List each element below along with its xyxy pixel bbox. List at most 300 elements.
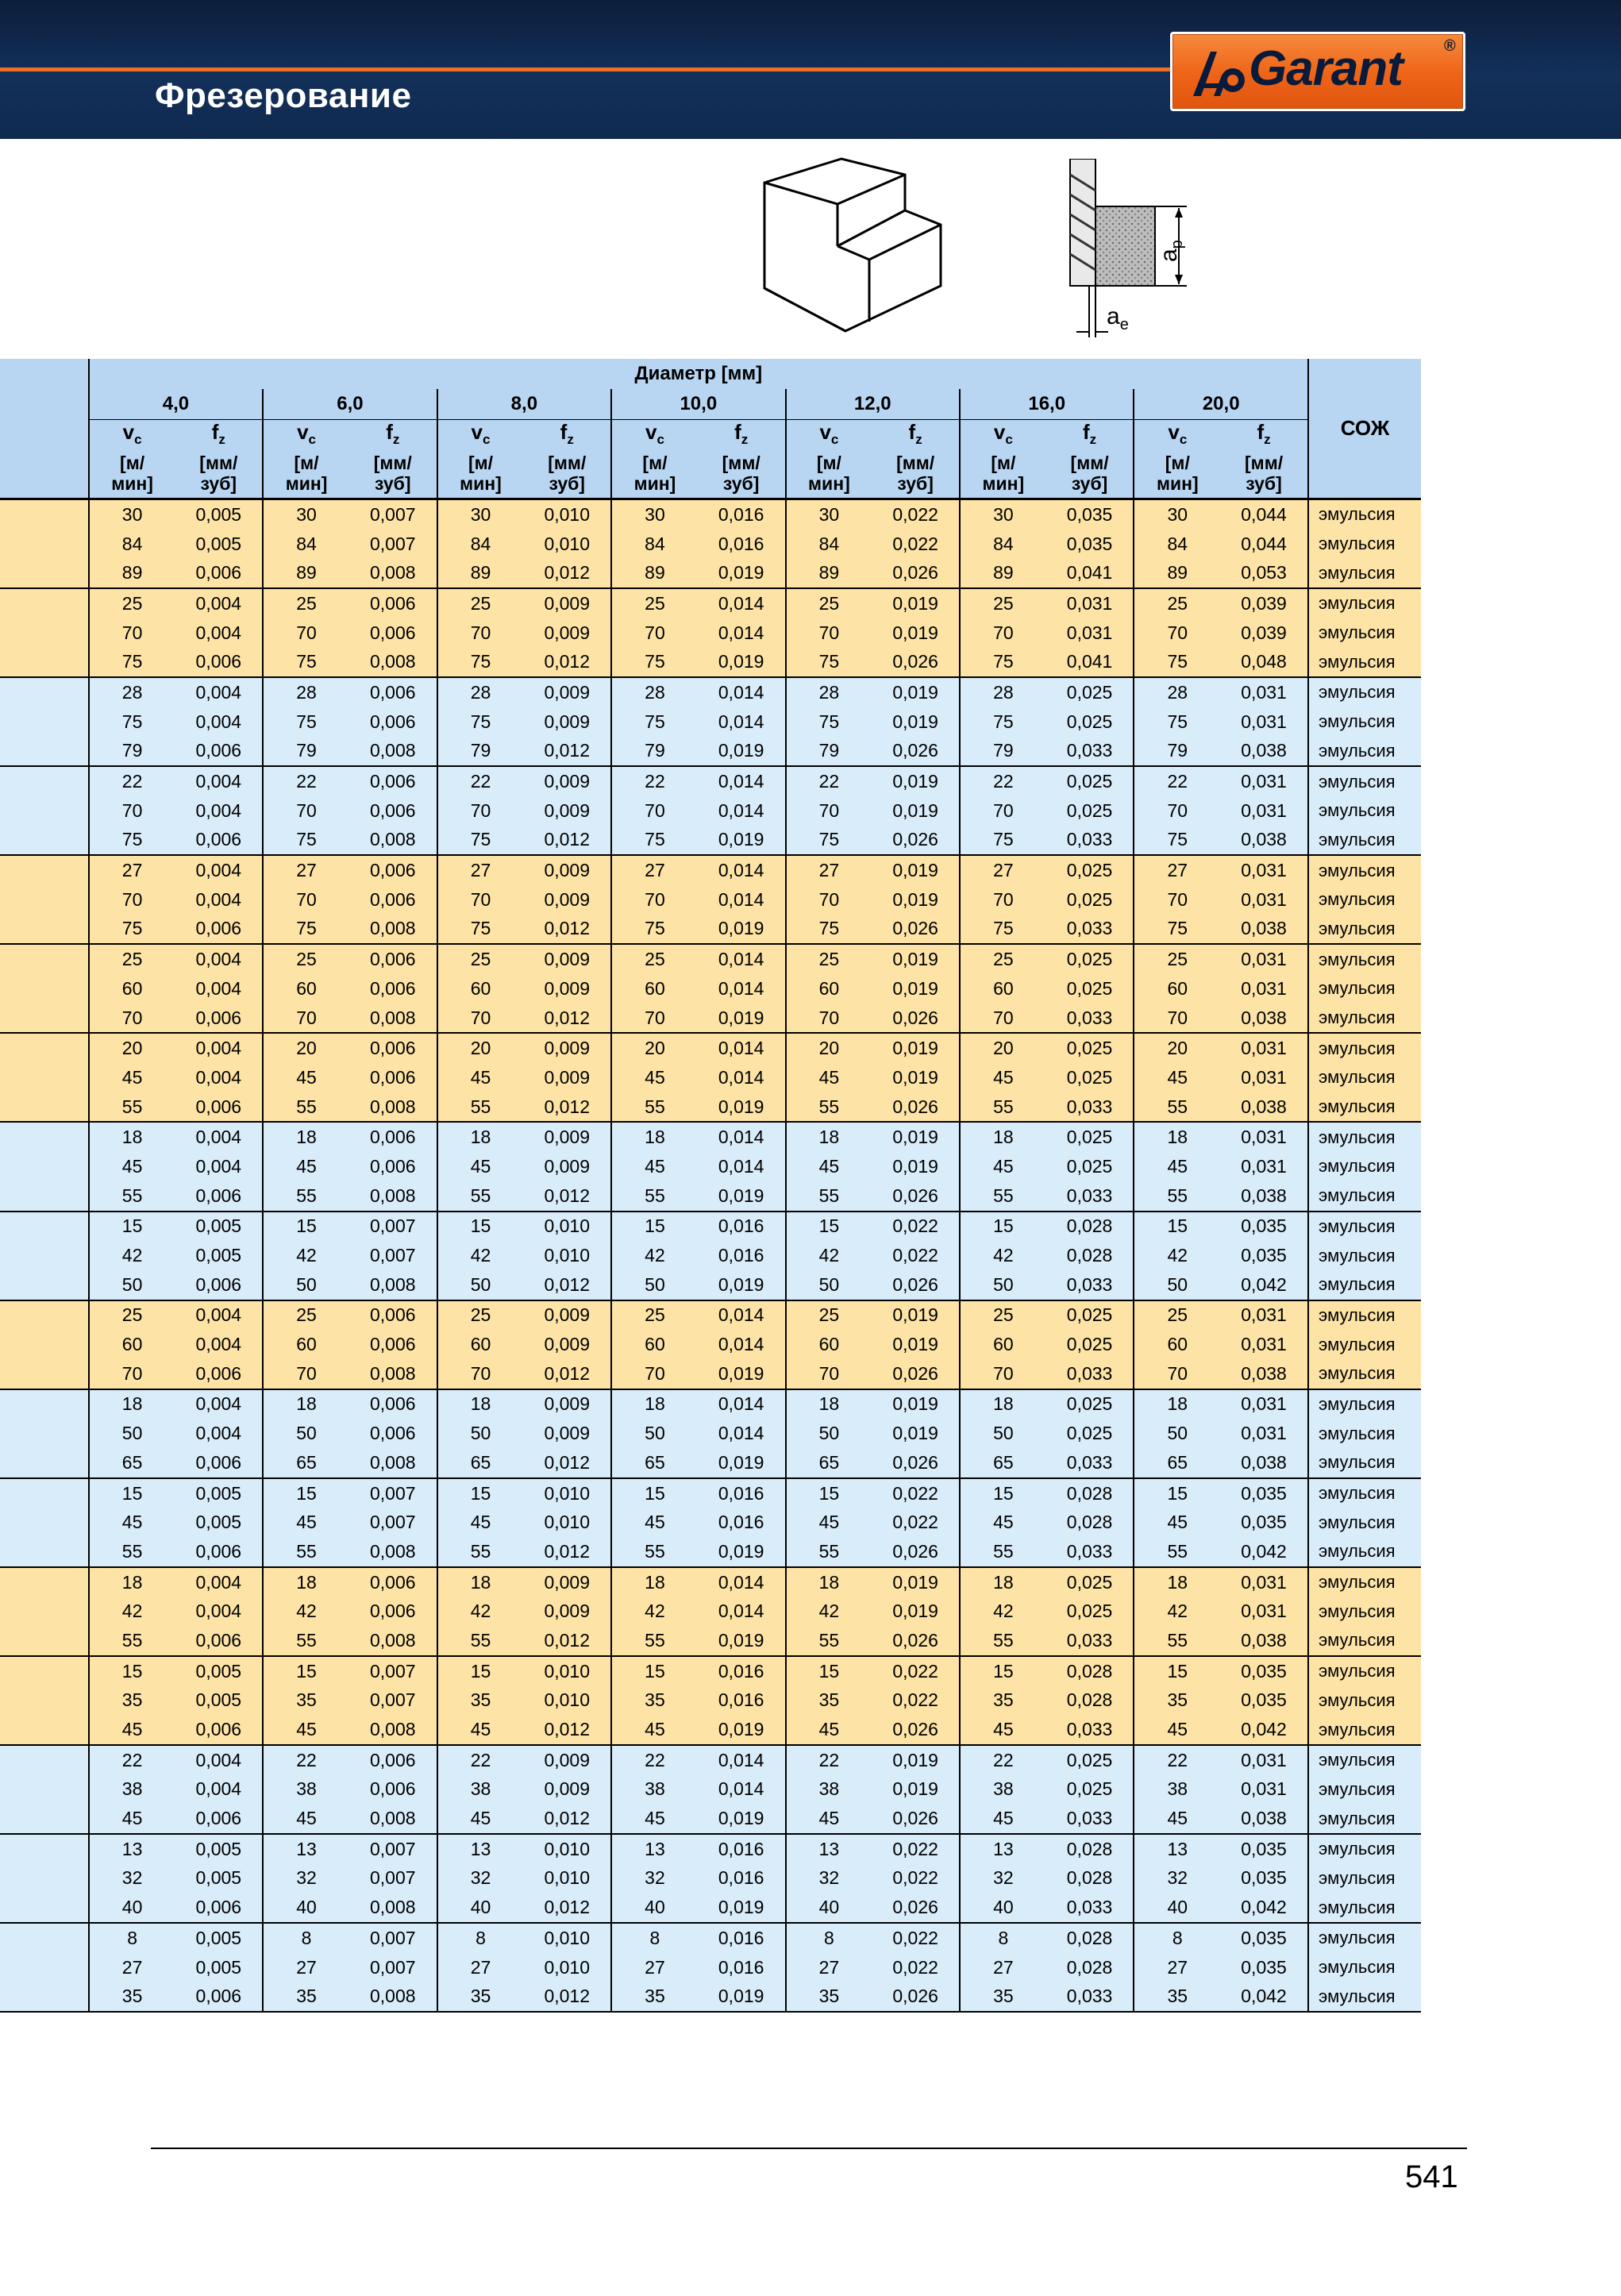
fz-cell: 0,019 — [872, 855, 960, 885]
fz-cell: 0,006 — [349, 796, 437, 826]
vc-cell: 27 — [960, 855, 1046, 885]
vc-cell: 8 — [89, 1923, 175, 1953]
vc-cell: 50 — [437, 1270, 524, 1300]
fz-cell: 0,033 — [1046, 826, 1134, 856]
fz-cell: 0,033 — [1046, 1092, 1134, 1123]
vc-cell: 75 — [960, 707, 1046, 737]
vc-cell: 27 — [1134, 855, 1220, 885]
fz-cell: 0,014 — [698, 1389, 786, 1420]
vc-cell: 45 — [437, 1715, 524, 1745]
vc-cell: 35 — [263, 1982, 349, 2012]
parameter-symbol-row — [0, 420, 1421, 449]
fz-cell: 0,005 — [175, 1834, 263, 1864]
table-row — [0, 499, 1421, 530]
fz-unit-line1: [мм/ — [199, 453, 238, 473]
fz-cell: 0,008 — [349, 558, 437, 588]
fz-cell: 0,007 — [349, 1864, 437, 1893]
fz-cell: 0,007 — [349, 1241, 437, 1270]
vc-cell: 60 — [960, 974, 1046, 1004]
fz-letter: f — [211, 420, 219, 445]
vc-cell: 28 — [611, 677, 698, 707]
fz-cell: 0,038 — [1220, 1092, 1308, 1123]
fz-cell: 0,019 — [872, 1330, 960, 1359]
row-lead-cell — [0, 1508, 89, 1537]
vc-cell: 50 — [1134, 1419, 1220, 1448]
fz-cell: 0,019 — [872, 1419, 960, 1448]
vc-cell: 30 — [437, 499, 524, 530]
fz-unit-header — [872, 449, 960, 499]
coolant-cell: эмульсия — [1308, 499, 1421, 530]
vc-cell: 70 — [437, 885, 524, 915]
fz-cell: 0,009 — [523, 1419, 611, 1448]
fz-cell: 0,012 — [523, 1804, 611, 1834]
fz-cell: 0,006 — [175, 1004, 263, 1034]
fz-cell: 0,019 — [872, 1122, 960, 1152]
coolant-cell: эмульсия — [1308, 1864, 1421, 1893]
vc-cell: 35 — [960, 1982, 1046, 2012]
fz-cell: 0,006 — [349, 1300, 437, 1331]
fz-cell: 0,019 — [698, 1982, 786, 2012]
vc-cell: 15 — [1134, 1656, 1220, 1686]
fz-cell: 0,008 — [349, 1092, 437, 1123]
fz-cell: 0,025 — [1046, 855, 1134, 885]
fz-cell: 0,025 — [1046, 766, 1134, 796]
vc-cell: 13 — [263, 1834, 349, 1864]
table-row — [0, 1508, 1421, 1537]
vc-cell: 75 — [89, 826, 175, 856]
vc-cell: 42 — [1134, 1241, 1220, 1270]
vc-cell: 25 — [437, 1300, 524, 1331]
fz-cell: 0,014 — [698, 707, 786, 737]
fz-sub: z — [741, 432, 749, 448]
coolant-cell: эмульсия — [1308, 885, 1421, 915]
vc-cell: 45 — [1134, 1063, 1220, 1092]
row-lead-cell — [0, 826, 89, 856]
vc-cell: 65 — [437, 1448, 524, 1478]
row-lead-cell — [0, 855, 89, 885]
fz-cell: 0,026 — [872, 1004, 960, 1034]
vc-cell: 13 — [960, 1834, 1046, 1864]
fz-cell: 0,028 — [1046, 1864, 1134, 1893]
vc-cell: 60 — [89, 1330, 175, 1359]
row-lead-cell — [0, 1212, 89, 1242]
coolant-cell: эмульсия — [1308, 737, 1421, 767]
fz-cell: 0,028 — [1046, 1953, 1134, 1982]
row-lead-cell — [0, 1033, 89, 1063]
vc-cell: 55 — [263, 1626, 349, 1656]
fz-cell: 0,025 — [1046, 885, 1134, 915]
fz-cell: 0,010 — [523, 1508, 611, 1537]
vc-cell: 65 — [611, 1448, 698, 1478]
fz-cell: 0,019 — [698, 1626, 786, 1656]
vc-cell: 18 — [611, 1389, 698, 1420]
coolant-cell: эмульсия — [1308, 1241, 1421, 1270]
fz-cell: 0,006 — [349, 1033, 437, 1063]
fz-unit-line2: зуб] — [375, 473, 411, 494]
table-row — [0, 1626, 1421, 1656]
fz-cell: 0,004 — [175, 796, 263, 826]
fz-cell: 0,028 — [1046, 1686, 1134, 1716]
vc-cell: 15 — [786, 1212, 872, 1242]
vc-cell: 70 — [437, 618, 524, 648]
fz-cell: 0,012 — [523, 558, 611, 588]
row-lead-cell — [0, 499, 89, 530]
vc-cell: 70 — [960, 796, 1046, 826]
vc-cell: 28 — [437, 677, 524, 707]
vc-cell: 42 — [89, 1597, 175, 1626]
fz-cell: 0,010 — [523, 1834, 611, 1864]
fz-cell: 0,005 — [175, 1686, 263, 1716]
vc-cell: 70 — [611, 1359, 698, 1389]
vc-cell: 32 — [89, 1864, 175, 1893]
fz-cell: 0,012 — [523, 737, 611, 767]
fz-cell: 0,016 — [698, 499, 786, 530]
vc-cell: 55 — [1134, 1092, 1220, 1123]
vc-cell: 42 — [263, 1597, 349, 1626]
fz-cell: 0,004 — [175, 1745, 263, 1775]
coolant-cell: эмульсия — [1308, 677, 1421, 707]
fz-cell: 0,016 — [698, 1212, 786, 1242]
fz-cell: 0,004 — [175, 1063, 263, 1092]
fz-cell: 0,038 — [1220, 1359, 1308, 1389]
vc-cell: 20 — [1134, 1033, 1220, 1063]
vc-cell: 25 — [786, 944, 872, 974]
vc-cell: 70 — [89, 618, 175, 648]
fz-cell: 0,038 — [1220, 1004, 1308, 1034]
vc-cell: 70 — [786, 796, 872, 826]
fz-cell: 0,025 — [1046, 707, 1134, 737]
vc-cell: 42 — [437, 1597, 524, 1626]
fz-cell: 0,012 — [523, 915, 611, 945]
vc-cell: 70 — [786, 618, 872, 648]
header-blank-cell — [0, 359, 89, 499]
vc-cell: 15 — [960, 1656, 1046, 1686]
vc-cell: 75 — [263, 826, 349, 856]
vc-cell: 55 — [786, 1626, 872, 1656]
fz-cell: 0,006 — [175, 1804, 263, 1834]
fz-cell: 0,012 — [523, 1004, 611, 1034]
fz-cell: 0,026 — [872, 1804, 960, 1834]
vc-cell: 45 — [263, 1152, 349, 1181]
vc-cell: 70 — [1134, 796, 1220, 826]
fz-cell: 0,006 — [175, 1537, 263, 1567]
vc-cell: 45 — [89, 1715, 175, 1745]
fz-cell: 0,019 — [872, 588, 960, 618]
fz-cell: 0,019 — [872, 707, 960, 737]
fz-cell: 0,006 — [349, 1567, 437, 1597]
vc-cell: 32 — [960, 1864, 1046, 1893]
vc-cell: 18 — [263, 1122, 349, 1152]
table-row — [0, 1893, 1421, 1923]
table-row — [0, 1982, 1421, 2012]
vc-cell: 27 — [611, 1953, 698, 1982]
fz-cell: 0,019 — [872, 796, 960, 826]
vc-cell: 55 — [263, 1181, 349, 1212]
vc-cell: 45 — [960, 1715, 1046, 1745]
fz-cell: 0,025 — [1046, 1122, 1134, 1152]
fz-cell: 0,006 — [175, 1448, 263, 1478]
vc-cell: 45 — [1134, 1804, 1220, 1834]
fz-cell: 0,019 — [872, 766, 960, 796]
vc-cell: 84 — [89, 530, 175, 559]
garant-logo — [1170, 32, 1465, 111]
fz-symbol-header — [175, 420, 263, 449]
fz-cell: 0,007 — [349, 1212, 437, 1242]
vc-cell: 25 — [263, 588, 349, 618]
fz-letter: f — [1257, 420, 1265, 445]
table-row — [0, 1359, 1421, 1389]
vc-cell: 55 — [263, 1092, 349, 1123]
coolant-cell: эмульсия — [1308, 1152, 1421, 1181]
fz-cell: 0,006 — [175, 647, 263, 677]
fz-cell: 0,012 — [523, 1893, 611, 1923]
header-accent-line — [0, 67, 1175, 71]
fz-cell: 0,019 — [698, 647, 786, 677]
fz-cell: 0,019 — [872, 974, 960, 1004]
table-row — [0, 826, 1421, 856]
vc-cell: 60 — [263, 1330, 349, 1359]
fz-cell: 0,007 — [349, 1508, 437, 1537]
coolant-cell: эмульсия — [1308, 618, 1421, 648]
fz-cell: 0,019 — [698, 1537, 786, 1567]
fz-cell: 0,006 — [349, 1330, 437, 1359]
coolant-cell: эмульсия — [1308, 855, 1421, 885]
table-row — [0, 618, 1421, 648]
vc-cell: 38 — [786, 1775, 872, 1805]
table-row — [0, 1686, 1421, 1716]
fz-sub: z — [218, 432, 225, 448]
page-title: Фрезерование — [155, 76, 412, 115]
vc-symbol-header — [437, 420, 524, 449]
coolant-cell: эмульсия — [1308, 1212, 1421, 1242]
vc-cell: 60 — [263, 974, 349, 1004]
vc-letter: v — [993, 420, 1006, 445]
fz-letter: f — [908, 420, 916, 445]
vc-cell: 60 — [786, 974, 872, 1004]
vc-sub: c — [134, 432, 142, 448]
vc-cell: 27 — [89, 1953, 175, 1982]
fz-cell: 0,006 — [349, 1775, 437, 1805]
vc-cell: 70 — [1134, 1004, 1220, 1034]
fz-unit-header — [175, 449, 263, 499]
vc-cell: 70 — [263, 796, 349, 826]
vc-cell: 75 — [786, 826, 872, 856]
vc-letter: v — [1168, 420, 1180, 445]
vc-cell: 75 — [960, 915, 1046, 945]
vc-cell: 65 — [89, 1448, 175, 1478]
page-header — [0, 0, 1621, 139]
fz-cell: 0,042 — [1220, 1893, 1308, 1923]
row-lead-cell — [0, 766, 89, 796]
vc-cell: 70 — [1134, 1359, 1220, 1389]
vc-cell: 45 — [611, 1715, 698, 1745]
vc-cell: 22 — [437, 766, 524, 796]
fz-cell: 0,006 — [175, 1626, 263, 1656]
coolant-cell: эмульсия — [1308, 1478, 1421, 1508]
vc-cell: 45 — [263, 1804, 349, 1834]
coolant-cell: эмульсия — [1308, 1982, 1421, 2012]
fz-cell: 0,031 — [1220, 1567, 1308, 1597]
fz-sub: z — [1089, 432, 1097, 448]
vc-cell: 32 — [611, 1864, 698, 1893]
fz-cell: 0,019 — [872, 1152, 960, 1181]
fz-cell: 0,016 — [698, 1241, 786, 1270]
fz-cell: 0,028 — [1046, 1241, 1134, 1270]
vc-cell: 55 — [786, 1181, 872, 1212]
vc-cell: 20 — [263, 1033, 349, 1063]
ap-letter: a — [1156, 248, 1182, 262]
vc-cell: 70 — [263, 618, 349, 648]
vc-cell: 75 — [263, 915, 349, 945]
vc-cell: 79 — [263, 737, 349, 767]
vc-cell: 8 — [263, 1923, 349, 1953]
fz-cell: 0,009 — [523, 677, 611, 707]
fz-cell: 0,016 — [698, 1478, 786, 1508]
fz-cell: 0,025 — [1046, 1419, 1134, 1448]
fz-cell: 0,007 — [349, 1478, 437, 1508]
fz-cell: 0,009 — [523, 1775, 611, 1805]
table-row — [0, 915, 1421, 945]
vc-cell: 50 — [611, 1419, 698, 1448]
vc-cell: 70 — [611, 885, 698, 915]
vc-cell: 22 — [1134, 766, 1220, 796]
fz-cell: 0,038 — [1220, 1181, 1308, 1212]
row-lead-cell — [0, 1122, 89, 1152]
vc-cell: 25 — [786, 1300, 872, 1331]
row-lead-cell — [0, 737, 89, 767]
table-header — [0, 359, 1421, 499]
vc-cell: 15 — [786, 1656, 872, 1686]
row-lead-cell — [0, 1834, 89, 1864]
fz-symbol-header — [1220, 420, 1308, 449]
vc-cell: 22 — [786, 1745, 872, 1775]
coolant-cell: эмульсия — [1308, 766, 1421, 796]
coolant-cell: эмульсия — [1308, 1181, 1421, 1212]
vc-cell: 45 — [1134, 1508, 1220, 1537]
vc-cell: 70 — [89, 1004, 175, 1034]
vc-cell: 35 — [611, 1686, 698, 1716]
fz-letter: f — [734, 420, 741, 445]
row-lead-cell — [0, 1745, 89, 1775]
coolant-cell: эмульсия — [1308, 707, 1421, 737]
fz-cell: 0,019 — [698, 1270, 786, 1300]
vc-cell: 18 — [263, 1567, 349, 1597]
table-row — [0, 1597, 1421, 1626]
fz-cell: 0,014 — [698, 1033, 786, 1063]
coolant-cell: эмульсия — [1308, 1626, 1421, 1656]
table-body — [0, 499, 1421, 2013]
fz-cell: 0,031 — [1220, 855, 1308, 885]
fz-cell: 0,006 — [175, 1982, 263, 2012]
fz-cell: 0,044 — [1220, 499, 1308, 530]
fz-cell: 0,025 — [1046, 1775, 1134, 1805]
row-lead-cell — [0, 1923, 89, 1953]
row-lead-cell — [0, 1864, 89, 1893]
vc-cell: 70 — [1134, 618, 1220, 648]
fz-cell: 0,012 — [523, 1715, 611, 1745]
fz-cell: 0,014 — [698, 1152, 786, 1181]
vc-unit-line1: [м/ — [1165, 453, 1190, 473]
fz-cell: 0,014 — [698, 1419, 786, 1448]
row-lead-cell — [0, 1686, 89, 1716]
vc-cell: 22 — [786, 766, 872, 796]
fz-cell: 0,009 — [523, 1745, 611, 1775]
vc-cell: 13 — [786, 1834, 872, 1864]
vc-cell: 89 — [1134, 558, 1220, 588]
vc-symbol-header — [611, 420, 698, 449]
fz-cell: 0,004 — [175, 944, 263, 974]
vc-cell: 50 — [437, 1419, 524, 1448]
vc-symbol-header — [960, 420, 1046, 449]
fz-cell: 0,031 — [1220, 1419, 1308, 1448]
fz-cell: 0,008 — [349, 1359, 437, 1389]
row-lead-cell — [0, 1004, 89, 1034]
fz-cell: 0,006 — [175, 1270, 263, 1300]
diameter-header: 4,0 — [89, 389, 263, 420]
fz-symbol-header — [872, 420, 960, 449]
fz-cell: 0,006 — [349, 707, 437, 737]
vc-cell: 27 — [89, 855, 175, 885]
vc-cell: 38 — [89, 1775, 175, 1805]
vc-cell: 22 — [960, 766, 1046, 796]
table-row — [0, 1033, 1421, 1063]
vc-cell: 25 — [263, 1300, 349, 1331]
vc-cell: 70 — [263, 885, 349, 915]
fz-unit-line1: [мм/ — [1070, 453, 1109, 473]
fz-cell: 0,014 — [698, 766, 786, 796]
vc-cell: 75 — [263, 707, 349, 737]
fz-cell: 0,031 — [1220, 1122, 1308, 1152]
cutter-engagement-diagram — [1048, 159, 1207, 345]
fz-cell: 0,031 — [1220, 1063, 1308, 1092]
vc-unit-line1: [м/ — [991, 453, 1016, 473]
vc-letter: v — [122, 420, 135, 445]
fz-cell: 0,031 — [1220, 707, 1308, 737]
fz-cell: 0,006 — [349, 588, 437, 618]
vc-cell: 75 — [1134, 826, 1220, 856]
vc-cell: 22 — [1134, 1745, 1220, 1775]
row-lead-cell — [0, 1982, 89, 2012]
vc-cell: 25 — [263, 944, 349, 974]
fz-cell: 0,014 — [698, 1775, 786, 1805]
vc-unit-line1: [м/ — [642, 453, 668, 473]
fz-cell: 0,031 — [1220, 677, 1308, 707]
row-lead-cell — [0, 1804, 89, 1834]
vc-cell: 35 — [611, 1982, 698, 2012]
fz-cell: 0,048 — [1220, 647, 1308, 677]
fz-cell: 0,019 — [698, 737, 786, 767]
vc-cell: 35 — [89, 1982, 175, 2012]
coolant-cell: эмульсия — [1308, 1448, 1421, 1478]
fz-cell: 0,009 — [523, 1300, 611, 1331]
fz-cell: 0,006 — [175, 1715, 263, 1745]
fz-unit-line2: зуб] — [1071, 473, 1108, 494]
coolant-cell: эмульсия — [1308, 1270, 1421, 1300]
coolant-cell: эмульсия — [1308, 1508, 1421, 1537]
fz-cell: 0,005 — [175, 1478, 263, 1508]
fz-cell: 0,006 — [175, 1092, 263, 1123]
fz-cell: 0,009 — [523, 1597, 611, 1626]
fz-cell: 0,012 — [523, 1448, 611, 1478]
fz-cell: 0,019 — [872, 1063, 960, 1092]
vc-cell: 22 — [611, 766, 698, 796]
vc-cell: 18 — [89, 1389, 175, 1420]
fz-cell: 0,041 — [1046, 647, 1134, 677]
fz-cell: 0,022 — [872, 1864, 960, 1893]
vc-cell: 32 — [263, 1864, 349, 1893]
vc-cell: 30 — [611, 499, 698, 530]
fz-cell: 0,012 — [523, 1092, 611, 1123]
